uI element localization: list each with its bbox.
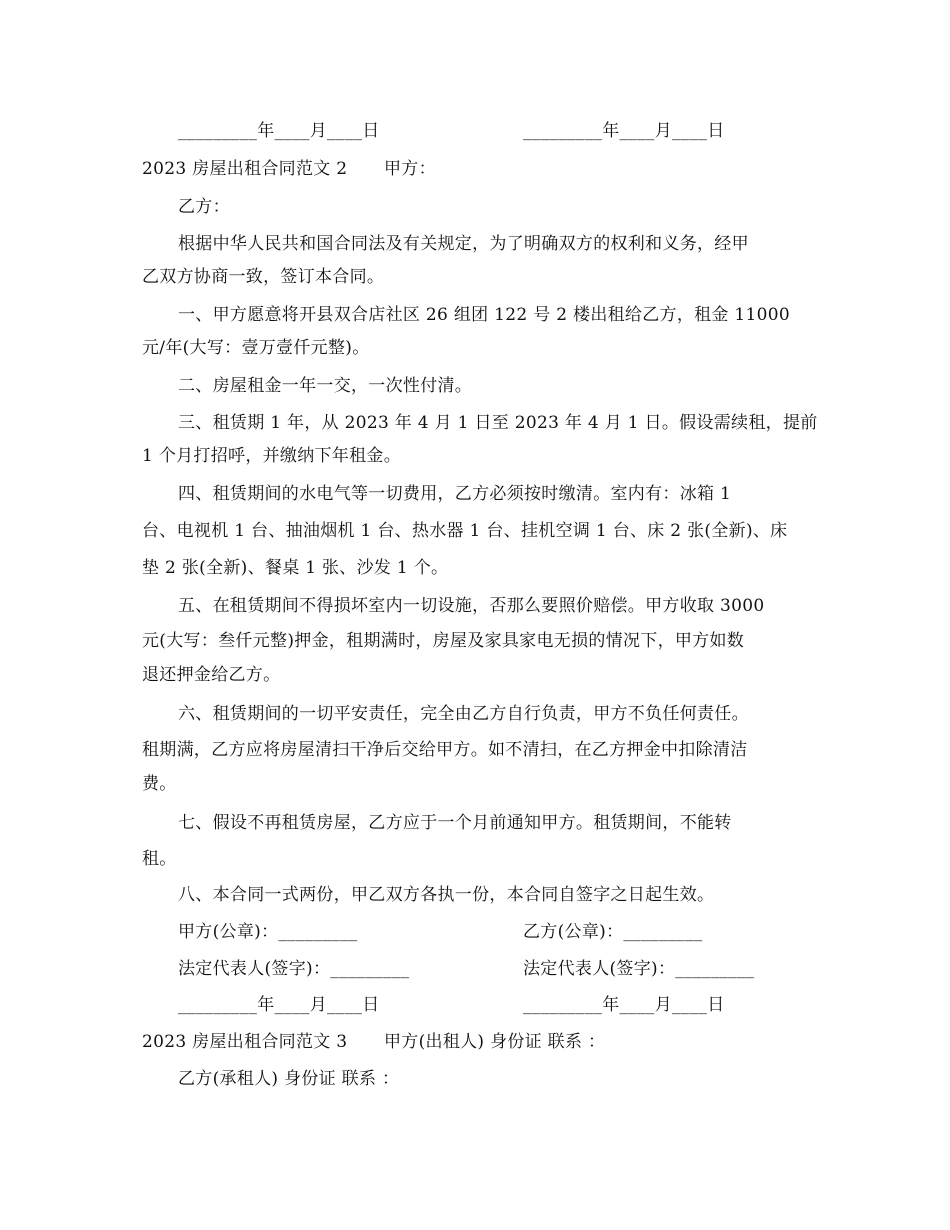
paragraph-line: 根据中华人民共和国合同法及有关规定，为了明确双方的权利和义务，经甲 xyxy=(178,234,749,254)
section-title: 2023 房屋出租合同范文 3 xyxy=(142,1032,348,1052)
party-b-lessee-line: 乙方(承租人) 身份证 联系 ： xyxy=(178,1069,400,1089)
section-title: 2023 房屋出租合同范文 2 xyxy=(142,159,348,179)
party-b-label: 乙方： xyxy=(178,197,230,217)
paragraph-line: 元/年(大写：壹万壹仟元整)。 xyxy=(142,338,370,358)
paragraph-line: 四、租赁期间的水电气等一切费用，乙方必须按时缴清。室内有：冰箱 1 xyxy=(178,484,732,504)
paragraph-line: 1 个月打招呼，并缴纳下年租金。 xyxy=(142,446,402,466)
party-a-representative-line: 法定代表人(签字)：_________ xyxy=(178,959,410,979)
paragraph-line: 三、租赁期 1 年，从 2023 年 4 月 1 日至 2023 年 4 月 1 日。假设需续租，提前 xyxy=(178,413,818,433)
paragraph-line: 台、电视机 1 台、抽油烟机 1 台、热水器 1 台、挂机空调 1 台、床 2 张(全新)、床 xyxy=(142,521,788,541)
date-line-right: _________年____月____日 xyxy=(523,995,725,1015)
paragraph-line: 费。 xyxy=(142,774,177,794)
paragraph-line: 六、租赁期间的一切平安责任，完全由乙方自行负责，甲方不负任何责任。 xyxy=(178,704,749,724)
party-b-seal-line: 乙方(公章)：_________ xyxy=(523,922,703,942)
paragraph-line: 一、甲方愿意将开县双合店社区 26 组团 122 号 2 楼出租给乙方，租金 11000 xyxy=(178,305,790,325)
paragraph-line: 租。 xyxy=(142,849,177,869)
paragraph-line: 退还押金给乙方。 xyxy=(142,665,281,685)
paragraph-line: 二、房屋租金一年一交，一次性付清。 xyxy=(178,376,473,396)
party-a-lessor-line: 甲方(出租人) 身份证 联系 ： xyxy=(384,1032,606,1052)
paragraph-line: 垫 2 张(全新)、餐桌 1 张、沙发 1 个。 xyxy=(142,558,449,578)
paragraph-line: 元(大写：叁仟元整)押金，租期满时，房屋及家具家电无损的情况下，甲方如数 xyxy=(142,631,745,651)
party-a-seal-line: 甲方(公章)：_________ xyxy=(178,922,358,942)
paragraph-line: 五、在租赁期间不得损坏室内一切设施，否那么要照价赔偿。甲方收取 3000 xyxy=(178,596,765,616)
paragraph-line: 七、假设不再租赁房屋，乙方应于一个月前通知甲方。租赁期间，不能转 xyxy=(178,813,732,833)
party-a-label: 甲方： xyxy=(384,159,436,179)
paragraph-line: 八、本合同一式两份，甲乙双方各执一份，本合同自签字之日起生效。 xyxy=(178,885,715,905)
paragraph-line: 乙双方协商一致，签订本合同。 xyxy=(142,267,385,287)
date-line-left: _________年____月____日 xyxy=(178,995,380,1015)
date-line-left: _________年____月____日 xyxy=(178,121,380,141)
date-line-right: _________年____月____日 xyxy=(523,121,725,141)
paragraph-line: 租期满，乙方应将房屋清扫干净后交给甲方。如不清扫，在乙方押金中扣除清洁 xyxy=(142,740,748,760)
party-b-representative-line: 法定代表人(签字)：_________ xyxy=(523,959,755,979)
